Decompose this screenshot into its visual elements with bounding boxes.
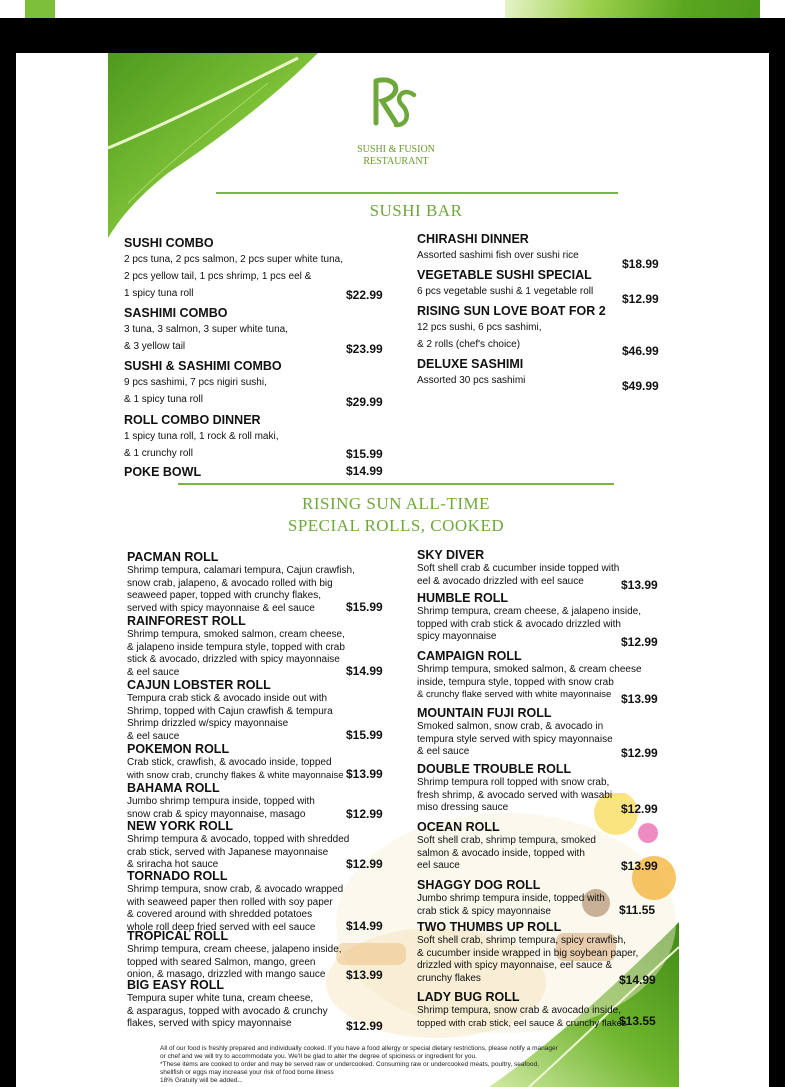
item-name: TROPICAL ROLL xyxy=(127,929,229,943)
leaf-fragment xyxy=(505,0,760,18)
item-desc: Soft shell crab, shrimp tempura, spicy crawfish, xyxy=(417,935,626,946)
item-desc: & eel sauce xyxy=(417,746,470,757)
item-price: $11.55 xyxy=(619,903,656,917)
item-desc: topped with seared Salmon, mango, green xyxy=(127,956,316,968)
item-price: $12.99 xyxy=(621,746,658,760)
item-desc: Shrimp tempura roll topped with snow crab, xyxy=(417,777,610,788)
item-desc: spicy mayonnaise xyxy=(417,631,497,642)
item-name: NEW YORK ROLL xyxy=(127,819,234,833)
item-desc: & asparagus, topped with avocado & crunchy xyxy=(127,1005,328,1017)
section-title-special-rolls xyxy=(246,493,546,537)
item-desc: Shrimp tempura, smoked salmon, & cream cheese xyxy=(417,664,642,675)
item-desc: salmon & avocado inside, topped with xyxy=(417,847,585,859)
item-price: $29.99 xyxy=(346,395,383,409)
item-price: $14.99 xyxy=(346,664,383,678)
item-name: SUSHI COMBO xyxy=(124,236,214,250)
item-desc: & 1 spicy tuna roll xyxy=(124,394,203,405)
item-desc: Tempura super white tuna, cream cheese, xyxy=(127,993,314,1004)
item-desc: Assorted 30 pcs sashimi xyxy=(417,375,526,386)
item-desc: Jumbo shrimp tempura inside, topped with xyxy=(127,796,315,807)
item-desc: 6 pcs vegetable sushi & 1 vegetable roll xyxy=(417,286,594,297)
tagline-line: RESTAURANT xyxy=(363,156,429,167)
item-desc: Soft shell crab & cucumber inside topped with xyxy=(417,563,620,574)
item-desc: crab stick, served with Japanese mayonnaise xyxy=(127,846,329,858)
item-desc: miso dressing sauce xyxy=(417,802,509,813)
item-desc: & crunchy flake served with white mayonnaise xyxy=(417,689,612,700)
item-desc: & sriracha hot sauce xyxy=(127,859,219,870)
disclaimer-line: or chef and we will try to accommodate you. We'll be glad to alter the degree of spiciness or ingredient for you. xyxy=(160,1053,477,1060)
item-desc: inside, tempura style, topped with snow crab xyxy=(417,676,614,688)
item-name: RISING SUN LOVE BOAT FOR 2 xyxy=(417,304,606,318)
item-name: CAJUN LOBSTER ROLL xyxy=(127,678,271,692)
item-name: DELUXE SASHIMI xyxy=(417,357,524,371)
item-price: $13.99 xyxy=(621,859,658,873)
item-desc: seaweed paper, topped with crunchy flakes, xyxy=(127,590,322,601)
rs-logo xyxy=(368,73,418,131)
allergy-disclaimer xyxy=(160,1045,640,1085)
item-price: $13.99 xyxy=(346,968,383,982)
item-desc: Shrimp tempura, calamari tempura, Cajun crawfish, xyxy=(127,565,355,576)
item-price: $14.99 xyxy=(346,919,383,933)
item-price: $15.99 xyxy=(346,600,383,614)
item-desc: crunchy flakes xyxy=(417,972,481,984)
item-price: $15.99 xyxy=(346,447,383,461)
disclaimer-line: All of our food is freshly prepared and individually cooked. If you have a food allergy or special dietary restrictions, please notify a manager xyxy=(160,1045,558,1052)
item-price: $49.99 xyxy=(622,379,659,393)
item-desc: 2 pcs yellow tail, 1 pcs shrimp, 1 pcs eel & xyxy=(124,271,312,282)
item-desc: snow crab & spicy mayonnaise, masago xyxy=(127,808,306,820)
item-desc: Smoked salmon, snow crab, & avocado in xyxy=(417,721,604,732)
leaf-fragment xyxy=(25,0,55,18)
item-desc: & 1 crunchy roll xyxy=(124,448,193,459)
item-price: $12.99 xyxy=(621,802,658,816)
item-name: SHAGGY DOG ROLL xyxy=(417,878,541,892)
item-desc: Shrimp, topped with Cajun crawfish & tempura xyxy=(127,705,333,717)
item-desc: Shrimp tempura, snow crab, & avocado wrapped xyxy=(127,884,344,895)
item-name: TORNADO ROLL xyxy=(127,869,228,883)
item-desc: topped with crab stick & avocado drizzled with xyxy=(417,618,621,630)
disclaimer-line: 18% Gratuity will be added... xyxy=(160,1077,243,1084)
item-desc: onion, & masago, drizzled with mango sauce xyxy=(127,969,326,980)
item-price: $13.99 xyxy=(621,692,658,706)
item-price: $18.99 xyxy=(622,257,659,271)
item-desc: Shrimp tempura, cream cheese, jalapeno inside, xyxy=(127,944,342,955)
item-name: SASHIMI COMBO xyxy=(124,306,228,320)
item-price: $14.99 xyxy=(346,464,383,478)
item-desc: whole roll deep fried served with eel sauce xyxy=(127,921,316,933)
item-price: $12.99 xyxy=(346,857,383,871)
item-name: DOUBLE TROUBLE ROLL xyxy=(417,762,572,776)
item-desc: & covered around with shredded potatoes xyxy=(127,909,313,920)
section-title-line: RISING SUN ALL-TIME xyxy=(302,494,490,513)
item-desc: 12 pcs sushi, 6 pcs sashimi, xyxy=(417,322,542,333)
item-desc: eel sauce xyxy=(417,860,460,871)
item-desc: Soft shell crab, shrimp tempura, smoked xyxy=(417,835,596,846)
item-desc: served with spicy mayonnaise & eel sauce xyxy=(127,602,315,614)
item-price: $14.99 xyxy=(619,973,656,987)
item-name: PACMAN ROLL xyxy=(127,550,219,564)
item-name: ROLL COMBO DINNER xyxy=(124,413,261,427)
item-name: HUMBLE ROLL xyxy=(417,591,508,605)
tagline-line: SUSHI & FUSION xyxy=(357,144,435,155)
item-desc: Jumbo shrimp tempura inside, topped with xyxy=(417,893,605,904)
item-price: $12.99 xyxy=(622,292,659,306)
item-desc: & eel sauce xyxy=(127,666,180,678)
disclaimer-line: *These items are cooked to order and may be served raw or undercooked. Consuming raw or undercooked meats, poultry, seafood, xyxy=(160,1061,539,1068)
item-desc: fresh shrimp, & avocado served with wasabi xyxy=(417,789,613,801)
item-desc: 9 pcs sashimi, 7 pcs nigiri sushi, xyxy=(124,377,267,388)
item-desc: with snow crab, crunchy flakes & white mayonnaise xyxy=(127,769,344,781)
item-price: $13.99 xyxy=(346,767,383,781)
menu-page xyxy=(16,53,769,1087)
item-price: $15.99 xyxy=(346,728,383,742)
item-desc: with seaweed paper then rolled with soy paper xyxy=(127,896,333,908)
divider xyxy=(178,483,614,485)
top-photo-strip xyxy=(0,0,785,18)
item-name: POKEMON ROLL xyxy=(127,742,230,756)
item-desc: eel & avocado drizzled with eel sauce xyxy=(417,575,584,587)
item-desc: drizzled with spicy mayonnaise, eel sauce & xyxy=(417,960,613,971)
item-desc: flakes, served with spicy mayonnaise xyxy=(127,1018,292,1029)
item-name: SKY DIVER xyxy=(417,548,485,562)
item-desc: Shrimp tempura, smoked salmon, cream cheese, xyxy=(127,629,345,640)
item-name: SUSHI & SASHIMI COMBO xyxy=(124,359,282,373)
item-price: $23.99 xyxy=(346,342,383,356)
item-name: CAMPAIGN ROLL xyxy=(417,649,522,663)
item-desc: Shrimp drizzled w/spicy mayonnaise xyxy=(127,718,289,729)
item-desc: snow crab, jalapeno, & avocado rolled with big xyxy=(127,577,333,589)
section-title-line: SPECIAL ROLLS, COOKED xyxy=(287,516,505,535)
item-desc: & eel sauce xyxy=(127,730,180,742)
item-desc: Shrimp tempura, cream cheese, & jalapeno inside, xyxy=(417,606,642,617)
banana-leaf-top-left xyxy=(108,53,318,238)
menu-item xyxy=(124,465,201,480)
item-desc: crab stick & spicy mayonnaise xyxy=(417,905,551,917)
item-desc: & cucumber inside wrapped in big soybean paper, xyxy=(417,947,639,959)
item-name: VEGETABLE SUSHI SPECIAL xyxy=(417,268,592,282)
item-name: CHIRASHI DINNER xyxy=(417,232,529,246)
item-price: $13.99 xyxy=(621,578,658,592)
item-desc: 1 spicy tuna roll, 1 rock & roll maki, xyxy=(124,431,279,442)
item-name: BIG EASY ROLL xyxy=(127,978,225,992)
item-name: RAINFOREST ROLL xyxy=(127,614,246,628)
restaurant-tagline xyxy=(336,144,456,168)
item-desc: 2 pcs tuna, 2 pcs salmon, 2 pcs super white tuna, xyxy=(124,254,344,265)
item-name: OCEAN ROLL xyxy=(417,820,500,834)
item-desc: tempura style served with spicy mayonnaise xyxy=(417,733,613,745)
item-desc: Assorted sashimi fish over sushi rice xyxy=(417,250,579,261)
disclaimer-line: shellfish or eggs may increase your risk of food borne illness xyxy=(160,1069,334,1076)
item-desc: Shrimp tempura, snow crab & avocado inside, xyxy=(417,1005,621,1016)
item-price: $12.99 xyxy=(346,1019,383,1033)
item-desc: & jalapeno inside tempura style, topped with crab xyxy=(127,641,345,653)
item-desc: topped with crab stick, eel sauce & crunchy flakes xyxy=(417,1017,627,1029)
item-name: POKE BOWL xyxy=(124,465,202,479)
item-price: $12.99 xyxy=(621,635,658,649)
item-desc: 3 tuna, 3 salmon, 3 super white tuna, xyxy=(124,324,288,335)
item-name: BAHAMA ROLL xyxy=(127,781,220,795)
item-price: $13.55 xyxy=(619,1014,656,1028)
item-desc: Tempura crab stick & avocado inside out with xyxy=(127,693,328,704)
item-desc: Crab stick, crawfish, & avocado inside, topped xyxy=(127,757,332,768)
item-price: $46.99 xyxy=(622,344,659,358)
item-price: $12.99 xyxy=(346,807,383,821)
item-desc: Shrimp tempura & avocado, topped with shredded xyxy=(127,834,350,845)
item-name: TWO THUMBS UP ROLL xyxy=(417,920,562,934)
item-desc: & 2 rolls (chef's choice) xyxy=(417,339,521,350)
item-name: MOUNTAIN FUJI ROLL xyxy=(417,706,552,720)
section-title-sushi-bar: SUSHI BAR xyxy=(369,201,463,220)
item-desc: & 3 yellow tail xyxy=(124,341,186,352)
item-price: $22.99 xyxy=(346,288,383,302)
item-name: LADY BUG ROLL xyxy=(417,990,520,1004)
item-desc: 1 spicy tuna roll xyxy=(124,288,194,299)
divider xyxy=(216,192,618,194)
item-desc: stick & avocado, drizzled with spicy mayonnaise xyxy=(127,654,340,665)
